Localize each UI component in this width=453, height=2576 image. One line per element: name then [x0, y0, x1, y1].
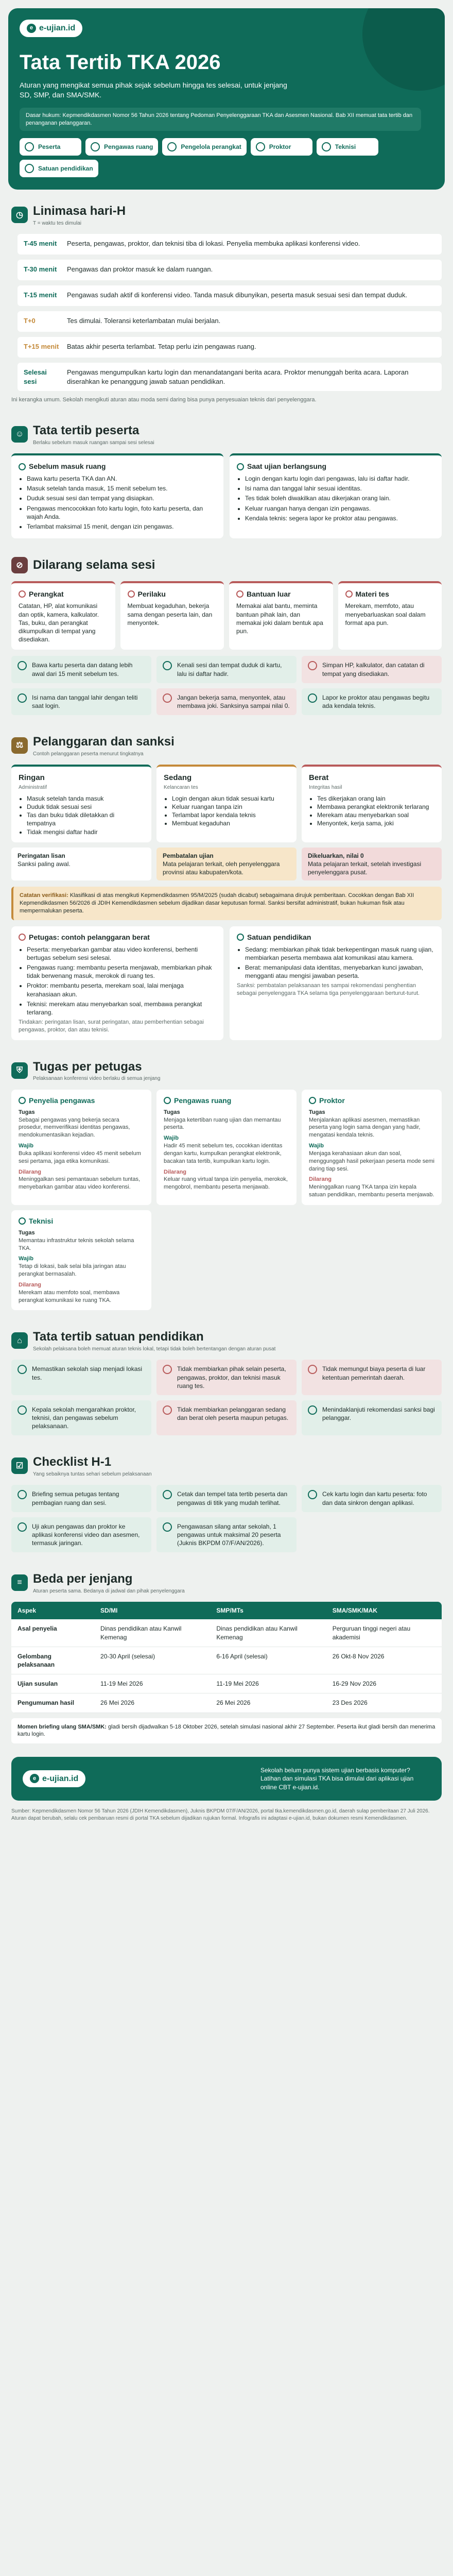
tip-item: Isi nama dan tanggal lahir dengan teliti saat login. [11, 688, 151, 715]
alert-icon [19, 934, 26, 941]
logo[interactable] [20, 20, 82, 37]
scale-icon: ⚖ [11, 737, 28, 754]
task-proktor: Proktor Tugas Menjalankan aplikasi asesmen, memastikan peserta yang login sama dengan yang hadir, mengatasi kendala teknis. Wajib Menjaga kerahasiaan akun dan soal, menggunggah hasil pekerjaan peserta mode semi daring tiap sesi. Dilarang Meninggalkan ruang TKA tanpa izin kepala satuan pendidikan, membantu peserta menjawab. [302, 1090, 442, 1205]
footer-text: Sekolah belum punya sistem ujian berbasis komputer? Latihan dan simulasi TKA bisa dimulai dari aplikasi ujian online CBT e-ujian.id. [260, 1767, 414, 1791]
footer-cta[interactable] [11, 1757, 442, 1801]
section-subtitle: T = waktu tes dimulai [33, 220, 82, 226]
device-icon [167, 142, 177, 151]
cross-icon [163, 693, 172, 703]
dilarang-section [8, 544, 445, 720]
jenjang-table: Aspek SD/MI SMP/MTs SMA/SMK/MAK Asal penyelia Dinas pendidikan atau Kanwil Kemenag Dinas pendidikan atau Kanwil Kemenag Perguruan tinggi negeri atau akademisi Gelombang pelaksanaan 20-30 April (selesai) 6-16 April (selesai) 26 Okt-8 Nov 2026 Ujian susulan 11-19 Mei 2026 11-19 Mei 2026 16-29 Nov 2026 Pengumuman hasil 26 Mei 2026 26 Mei 2026 23 Des 2026 [11, 1602, 442, 1713]
table-row: Gelombang pelaksanaan 20-30 April (selesai) 6-16 April (selesai) 26 Okt-8 Nov 2026 [11, 1647, 442, 1674]
school-icon: ⌂ [11, 1332, 28, 1349]
hand-icon [236, 590, 243, 598]
sanction-sedang: Pembatalan ujian Mata pelajaran terkait, oleh penyelenggara provinsi atau kabupaten/kota. [156, 848, 297, 881]
wrench-icon [19, 1217, 26, 1225]
user-icon [25, 142, 34, 151]
task-pengawas: Pengawas ruang Tugas Menjaga ketertiban ruang ujian dan memantau peserta. Wajib Hadir 45 menit sebelum tes, cocokkan identitas dengan kartu, kumpulkan perangkat elektronik, bacakan tata tertib, kumpulkan kartu login. Dilarang Keluar ruang virtual tanpa izin penyelia, merokok, mengobrol, membantu peserta menjawab. [156, 1090, 297, 1205]
cross-icon [308, 1365, 317, 1374]
task-teknisi: Teknisi Tugas Memantau infrastruktur teknis sekolah selama TKA. Wajib Tetap di lokasi, baik selai bila jaringan atau perangkat bermasalah. Dilarang Merekam atau memfoto soal, membawa perangkat komunikasi ke ruang TKA. [11, 1210, 151, 1310]
phone-icon [19, 590, 26, 598]
user-icon [19, 1097, 26, 1104]
section-title: Checklist H-1 [33, 1455, 112, 1469]
section-title: Tata tertib satuan pendidikan [33, 1330, 204, 1344]
hero-subtitle: Aturan yang mengikat semua pihak sejak sebelum hingga tes selesai, untuk jenjang SD, SMP, dan SMA/SMK. [20, 80, 287, 99]
rule-item: Memastikan sekolah siap menjadi lokasi tes. [11, 1360, 151, 1395]
card-satuan-violations: Satuan pendidikan • Sedang: membiarkan pihak tidak berkepentingan masuk ruang ujian, membiarkan peserta membawa alat komunikasi atau kamera. • Berat: memanipulasi data identitas, menyebarkan kunci jawaban, mengganti atau mengisi jawaban peserta. Sanksi: pembatalan pelaksanaan tes sampai rekomendasi penghentian sebagai penyelenggara TKA selama tiga penyelenggaraan berturut-turut. [230, 926, 442, 1040]
tugas-section: ⛨ Tugas per petugas Pelaksanaan konferensi video berlaku di semua jenjang Penyelia pengawas Tugas Sebagai pengawas yang bekerja secara prosedur, memverifikasi identitas pengawas, mendokumentasikan kejadian. Wajib Buka aplikasi konferensi video 45 menit sebelum sesi pertama, jaga etika komunikasi. Dilarang Meninggalkan sesi pemantauan sebelum tuntas, menyebarkan gambar atau video konferensi. Pengawas ruang Tugas Menjaga ketertiban ruang ujian dan memantau peserta. Wajib Hadir 45 menit sebelum tes, cocokkan identitas dengan kartu, kumpulkan perangkat elektronik, bacakan tata tertib, kumpulkan kartu login. Dilarang Keluar ruang virtual tanpa izin penyelia, merokok, mengobrol, membantu peserta menjawab. Proktor Tugas Menjalankan aplikasi asesmen, memastikan peserta yang login sama dengan yang hadir, mengatasi kendala teknis. Wajib Menjaga kerahasiaan akun dan soal, menggunggah hasil pekerjaan peserta mode semi daring tiap sesi. Dilarang Meninggalkan ruang TKA tanpa izin kepala satuan pendidikan, membantu peserta menjawab. Teknisi Tugas Memantau infrastruktur teknis sekolah selama TKA. Wajib Tetap di lokasi, baik selai bila jaringan atau perangkat bermasalah. Dilarang Merekam atau memfoto soal, membawa perangkat komunikasi ke ruang TKA. [8, 1045, 445, 1316]
timeline-row: T-30 menit Pengawas dan proktor masuk ke dalam ruangan. [18, 260, 442, 280]
rule-item: Menindaklanjuti rekomendasi sanksi bagi pelanggar. [302, 1400, 442, 1436]
role-chips [20, 138, 433, 177]
section-title: Beda per jenjang [33, 1572, 133, 1586]
jenjang-section: ≡ Beda per jenjang Aturan peserta sama. Bedanya di jadwal dan pihak penyelenggara Aspek SD/MI SMP/MTs SMA/SMK/MAK Asal penyelia Dinas pendidikan atau Kanwil Kemenag Dinas pendidikan atau Kanwil Kemenag Perguruan tinggi negeri atau akademisi Gelombang pelaksanaan 20-30 April (selesai) 6-16 April (selesai) 26 Okt-8 Nov 2026 Ujian susulan 11-19 Mei 2026 11-19 Mei 2026 16-29 Nov 2026 Pengumuman hasil 26 Mei 2026 26 Mei 2026 23 Des 2026 Momen briefing ulang SMA/SMK: gladi bersih dijadwalkan 5-18 Oktober 2026, setelah simulasi nasional akhir 27 September. Peserta ikut gladi bersih dan menerima kartu login. [8, 1557, 445, 1749]
checklist-section: ☑ Checklist H-1 Yang sebaiknya tuntas sehari sebelum pelaksanaan Briefing semua petugas tentang pembagian ruang dan sesi. Cetak dan tempel tata tertib peserta dan pengawas di titik yang mudah terlihat. Cek kartu login dan kartu peserta: foto dan data sinkron dengan aplikasi. Uji akun pengawas dan proktor ke aplikasi konferensi video dan asesmen, termasuk jaringan. Pengawasan silang antar sekolah, 1 pengawas untuk maksimal 20 peserta (Juknis BKPDM 07/F/AN/2026). [8, 1440, 445, 1557]
school-icon [25, 164, 34, 173]
checkbox-icon[interactable] [163, 1522, 172, 1532]
logo-mark: e [27, 24, 36, 33]
eye-icon [91, 142, 100, 151]
tip-item: Bawa kartu peserta dan datang lebih awal dari 15 menit sebelum tes. [11, 656, 151, 683]
card-before: Sebelum masuk ruang • Bawa kartu peserta TKA dan AN. • Masuk setelah tanda masuk, 15 menit sebelum tes. • Duduk sesuai sesi dan tempat yang disiapkan. • Pengawas mencocokkan foto kartu login, foto kartu peserta, dan wajah Anda. • Terlambat maksimal 15 menit, dengan izin pengawas. [11, 453, 223, 538]
card-bantuan: Bantuan luar Memakai alat bantu, meminta bantuan pihak lain, dan memakai joki dalam bentuk apa pun. [229, 581, 333, 650]
timeline-section [8, 190, 445, 409]
timeline-row: T+15 menit Batas akhir peserta terlambat. Tetap perlu izin pengawas ruang. [18, 337, 442, 358]
section-title: Tugas per petugas [33, 1059, 142, 1074]
rule-item: Tidak membiarkan pihak selain peserta, pengawas, proktor, dan teknisi masuk ruang tes. [156, 1360, 297, 1395]
section-title: Tata tertib peserta [33, 423, 140, 438]
chip-pengawas[interactable]: Pengawas ruang [85, 138, 158, 156]
clock-icon: ◷ [11, 207, 28, 223]
timeline-row: T+0 Tes dimulai. Toleransi keterlambatan mulai berjalan. [18, 311, 442, 332]
chip-pengelola[interactable]: Pengelola perangkat [162, 138, 246, 156]
logo-text: e-ujian.id [39, 24, 76, 32]
tip-item: Jangan bekerja sama, menyontek, atau membawa joki. Sanksinya sampai nilai 0. [156, 688, 297, 715]
people-icon [128, 590, 135, 598]
checklist-item[interactable]: Uji akun pengawas dan proktor ke aplikasi konferensi video dan asesmen, termasuk jaringan. [11, 1517, 151, 1553]
layers-icon: ≡ [11, 1574, 28, 1591]
check-icon [308, 1405, 317, 1415]
task-penyelia: Penyelia pengawas Tugas Sebagai pengawas yang bekerja secara prosedur, memverifikasi identitas pengawas, mendokumentasikan kejadian. Wajib Buka aplikasi konferensi video 45 menit sebelum sesi pertama, jaga etika komunikasi. Dilarang Meninggalkan sesi pemantauan sebelum tuntas, menyebarkan gambar atau video konferensi. [11, 1090, 151, 1205]
timeline-row: Selesai sesi Pengawas mengumpulkan kartu login dan menandatangani berita acara. Proktor menunggah berita acara. Laporan diserahkan ke penanggung jawab satuan pendidikan. [18, 363, 442, 391]
checklist-icon: ☑ [11, 1458, 28, 1474]
sanction-ringan: Peringatan lisan Sanksi paling awal. [11, 848, 151, 881]
page-title: Tata Tertib TKA 2026 [20, 50, 221, 74]
tip-item: Lapor ke proktor atau pengawas begitu ada kendala teknis. [302, 688, 442, 715]
card-during: Saat ujian berlangsung • Login dengan kartu login dari pengawas, lalu isi daftar hadir. • Isi nama dan tanggal lahir sesuai identitas. • Tes tidak boleh diwakilkan atau dikerjakan orang lain. • Keluar ruangan hanya dengan izin pengawas. • Kendala teknis: segera lapor ke proktor atau pengawas. [230, 453, 442, 538]
check-icon [18, 661, 27, 670]
tip-item: Kenali sesi dan tempat duduk di kartu, lalu isi daftar hadir. [156, 656, 297, 683]
satuan-section: ⌂ Tata tertib satuan pendidikan Sekolah pelaksana boleh memuat aturan teknis lokal, tetapi tidak boleh bertentangan dengan aturan pusat Memastikan sekolah siap menjadi lokasi tes. Tidak membiarkan pihak selain peserta, pengawas, proktor, dan teknisi masuk ruang tes. Tidak memungut biaya peserta di luar ketentuan pemerintah daerah. Kepala sekolah mengarahkan proktor, teknisi, dan pengawas sebelum pelaksanaan. Tidak membiarkan pelanggaran sedang dan berat oleh peserta maupun petugas. Menindaklanjuti rekomendasi sanksi bagi pelanggar. [8, 1315, 445, 1440]
chip-peserta[interactable]: Peserta [20, 138, 81, 156]
timeline-row: T-15 menit Pengawas sudah aktif di konferensi video. Tanda masuk dibunyikan, peserta masuk sesuai sesi dan tempat duduk. [18, 285, 442, 306]
level-berat: Berat Integritas hasil • Tes dikerjakan orang lain • Membawa perangkat elektronik terlarang • Merekam atau menyebarkan soal • Menyontek, kerja sama, joki [302, 765, 442, 842]
pelanggaran-section: ⚖ Pelanggaran dan sanksi Contoh pelanggaran peserta menurut tingkatnya Ringan Administratif • Masuk setelah tanda masuk • Duduk tidak sesuai sesi • Tas dan buku tidak diletakkan di tempatnya • Tidak mengisi daftar hadir Sedang Kelancaran tes • Login dengan akun tidak sesuai kartu • Keluar ruangan tanpa izin • Terlambat lapor kendala teknis • Membuat kegaduhan Berat Integritas hasil • Tes dikerjakan orang lain • Membawa perangkat elektronik terlarang • Merekam atau menyebarkan soal • Menyontek, kerja sama, joki Peringatan lisan Sanksi paling awal. Pembatalan ujian Mata pelajaran terkait, oleh penyelenggara provinsi atau kabupaten/kota. Dikeluarkan, nilai 0 Mata pelajaran terkait, setelah investigasi penyelenggara pusat. Catatan verifikasi: Klasifikasi di atas mengikuti Kepmendikdasmen 95/M/2025 (sudah dicabut) sebagaimana dirujuk pemberitaan. Cocokkan dengan Bab XII Kepmendikdasmen 56/2026 di JDIH Kemendikdasmen sebelum dijadikan dasar keputusan formal. Sanksi bersifat administratif, bukan hukuman fisik atau mempermalukan peserta. Petugas: contoh pelanggaran berat • Peserta: menyebarkan gambar atau video konferensi, berhenti bertugas sebelum sesi selesai. • Pengawas ruang: membantu peserta menjawab, membiarkan pihak tidak berwenang masuk, merokok di ruang tes. • Proktor: membantu peserta, merekam soal, lalai menjaga kerahasiaan akun. • Teknisi: merekam atau menyebarkan soal, membawa perangkat terlarang. Tindakan: peringatan lisan, surat peringatan, atau pemberhentian sebagai pengawas, proktor, dan atau teknisi. Satuan pendidikan • Sedang: membiarkan pihak tidak berkepentingan masuk ruang ujian, membiarkan peserta membawa alat komunikasi atau kamera. • Berat: memanipulasi data identitas, menyebarkan kunci jawaban, mengganti atau mengisi jawaban peserta. Sanksi: pembatalan pelaksanaan tes sampai rekomendasi penghentian sebagai penyelenggara TKA selama tiga penyelenggaraan berturut-turut. [8, 720, 445, 1045]
checklist-item[interactable]: Pengawasan silang antar sekolah, 1 pengawas untuk maksimal 20 peserta (Juknis BKPDM 07/F/AN/2026). [156, 1517, 297, 1553]
verification-note: Catatan verifikasi: Klasifikasi di atas mengikuti Kepmendikdasmen 95/M/2025 (sudah dicabut) sebagaimana dirujuk pemberitaan. Cocokkan dengan Bab XII Kepmendikdasmen 56/2026 di JDIH Kemendikdasmen sebelum dijadikan dasar keputusan formal. Sanksi bersifat administratif, bukan hukuman fisik atau mempermalukan peserta. [11, 887, 442, 920]
rule-item: Tidak memungut biaya peserta di luar ketentuan pemerintah daerah. [302, 1360, 442, 1395]
chip-teknisi[interactable]: Teknisi [317, 138, 378, 156]
ban-icon: ⊘ [11, 557, 28, 573]
timeline-row: T-45 menit Peserta, pengawas, proktor, dan teknisi tiba di lokasi. Penyelia membuka aplikasi konferensi video. [18, 234, 442, 255]
checkbox-icon[interactable] [18, 1522, 27, 1532]
school-icon [237, 934, 244, 941]
check-icon [18, 1365, 27, 1374]
chip-satuan[interactable]: Satuan pendidikan [20, 160, 98, 177]
card-perangkat: Perangkat Catatan, HP, alat komunikasi dan optik, kamera, kalkulator. Tas, buku, dan perangkat dikumpulkan di tempat yang disediakan. [11, 581, 115, 650]
monitor-icon [256, 142, 265, 151]
checkbox-icon[interactable] [18, 1490, 27, 1499]
checklist-item[interactable]: Briefing semua petugas tentang pembagian ruang dan sesi. [11, 1485, 151, 1512]
checklist-item[interactable]: Cetak dan tempel tata tertib peserta dan pengawas di titik yang mudah terlihat. [156, 1485, 297, 1512]
peserta-section: ☺ Tata tertib peserta Berlaku sebelum masuk ruangan sampai sesi selesai Sebelum masuk ruang • Bawa kartu peserta TKA dan AN. • Masuk setelah tanda masuk, 15 menit sebelum tes. • Duduk sesuai sesi dan tempat yang disiapkan. • Pengawas mencocokkan foto kartu login, foto kartu peserta, dan wajah Anda. • Terlambat maksimal 15 menit, dengan izin pengawas. Saat ujian berlangsung • Login dengan kartu login dari pengawas, lalu isi daftar hadir. • Isi nama dan tanggal lahir sesuai identitas. • Tes tidak boleh diwakilkan atau dikerjakan orang lain. • Keluar ruangan hanya dengan izin pengawas. • Kendala teknis: segera lapor ke proktor atau pengawas. [8, 409, 445, 544]
checklist-item[interactable]: Cek kartu login dan kartu peserta: foto dan data sinkron dengan aplikasi. [302, 1485, 442, 1512]
section-title: Linimasa hari-H [33, 204, 126, 218]
check-icon [18, 693, 27, 703]
check-icon [18, 1405, 27, 1415]
checkbox-icon[interactable] [308, 1490, 317, 1499]
level-sedang: Sedang Kelancaran tes • Login dengan akun tidak sesuai kartu • Keluar ruangan tanpa izin • Terlambat lapor kendala teknis • Membuat kegaduhan [156, 765, 297, 842]
table-row: Ujian susulan 11-19 Mei 2026 11-19 Mei 2026 16-29 Nov 2026 [11, 1674, 442, 1693]
level-ringan: Ringan Administratif • Masuk setelah tanda masuk • Duduk tidak sesuai sesi • Tas dan buku tidak diletakkan di tempatnya • Tidak mengisi daftar hadir [11, 765, 151, 842]
section-title: Dilarang selama sesi [33, 558, 155, 572]
check-icon [163, 661, 172, 670]
rule-item: Tidak membiarkan pelanggaran sedang dan berat oleh peserta maupun petugas. [156, 1400, 297, 1436]
camera-icon [345, 590, 353, 598]
legal-basis: Dasar hukum: Kepmendikdasmen Nomor 56 Tahun 2026 tentang Pedoman Penyelenggaraan TKA dan Asesmen Nasional. Bab XII memuat tata tertib dan penanganan pelanggaran. [20, 108, 421, 131]
footer-logo[interactable]: e e-ujian.id [23, 1770, 85, 1788]
cross-icon [163, 1405, 172, 1415]
card-petugas-violations: Petugas: contoh pelanggaran berat • Peserta: menyebarkan gambar atau video konferensi, berhenti bertugas sebelum sesi selesai. • Pengawas ruang: membantu peserta menjawab, membiarkan pihak tidak berwenang masuk, merokok di ruang tes. • Proktor: membantu peserta, merekam soal, lalai menjaga kerahasiaan akun. • Teknisi: merekam atau menyebarkan soal, membawa perangkat terlarang. Tindakan: peringatan lisan, surat peringatan, atau pemberhentian sebagai pengawas, proktor, dan atau teknisi. [11, 926, 223, 1040]
table-row: Pengumuman hasil 26 Mei 2026 26 Mei 2026 23 Des 2026 [11, 1693, 442, 1713]
sanction-berat: Dikeluarkan, nilai 0 Mata pelajaran terkait, setelah investigasi penyelenggara pusat. [302, 848, 442, 881]
card-perilaku: Perilaku Membuat kegaduhan, bekerja sama dengan peserta lain, dan menyontek. [120, 581, 224, 650]
rule-item: Kepala sekolah mengarahkan proktor, teknisi, dan pengawas sebelum pelaksanaan. [11, 1400, 151, 1436]
source-note: Sumber: Kepmendikdasmen Nomor 56 Tahun 2026 (JDIH Kemendikdasmen), Juknis BKPDM 07/F/AN/2026, portal tka.kemendikdasmen.go.id, daerah sulap pemberitaan 27 Juli 2026. Aturan dapat berubah, selalu cek pembaruan resmi di portal TKA sebelum dijadikan rujukan formal. Infografis ini adaptasi e-ujian.id, bukan dokumen resmi Kemendikdasmen. [11, 1808, 430, 1821]
cross-icon [308, 661, 317, 670]
hero [8, 8, 445, 190]
briefing-note: Momen briefing ulang SMA/SMK: gladi bersih dijadwalkan 5-18 Oktober 2026, setelah simulasi nasional akhir 27 September. Peserta ikut gladi bersih dan menerima kartu login. [11, 1718, 442, 1744]
user-icon: ☺ [11, 426, 28, 443]
chip-proktor[interactable]: Proktor [251, 138, 312, 156]
section-title: Pelanggaran dan sanksi [33, 735, 175, 749]
timeline [11, 234, 442, 391]
eye-icon [164, 1097, 171, 1104]
checkbox-icon[interactable] [163, 1490, 172, 1499]
door-icon [19, 463, 26, 470]
check-icon [308, 693, 317, 703]
shield-icon: ⛨ [11, 1062, 28, 1079]
wrench-icon [322, 142, 331, 151]
card-materi: Materi tes Merekam, memfoto, atau menyebarluaskan soal dalam format apa pun. [338, 581, 442, 650]
cross-icon [163, 1365, 172, 1374]
table-row: Asal penyelia Dinas pendidikan atau Kanwil Kemenag Dinas pendidikan atau Kanwil Kemenag Perguruan tinggi negeri atau akademisi [11, 1619, 442, 1647]
monitor-icon [309, 1097, 316, 1104]
laptop-icon [237, 463, 244, 470]
timeline-note: Ini kerangka umum. Sekolah mengikuti aturan atau moda semi daring bisa punya penyesuaian teknis dari penyelenggara. [11, 397, 317, 403]
tip-item: Simpan HP, kalkulator, dan catatan di tempat yang disediakan. [302, 656, 442, 683]
